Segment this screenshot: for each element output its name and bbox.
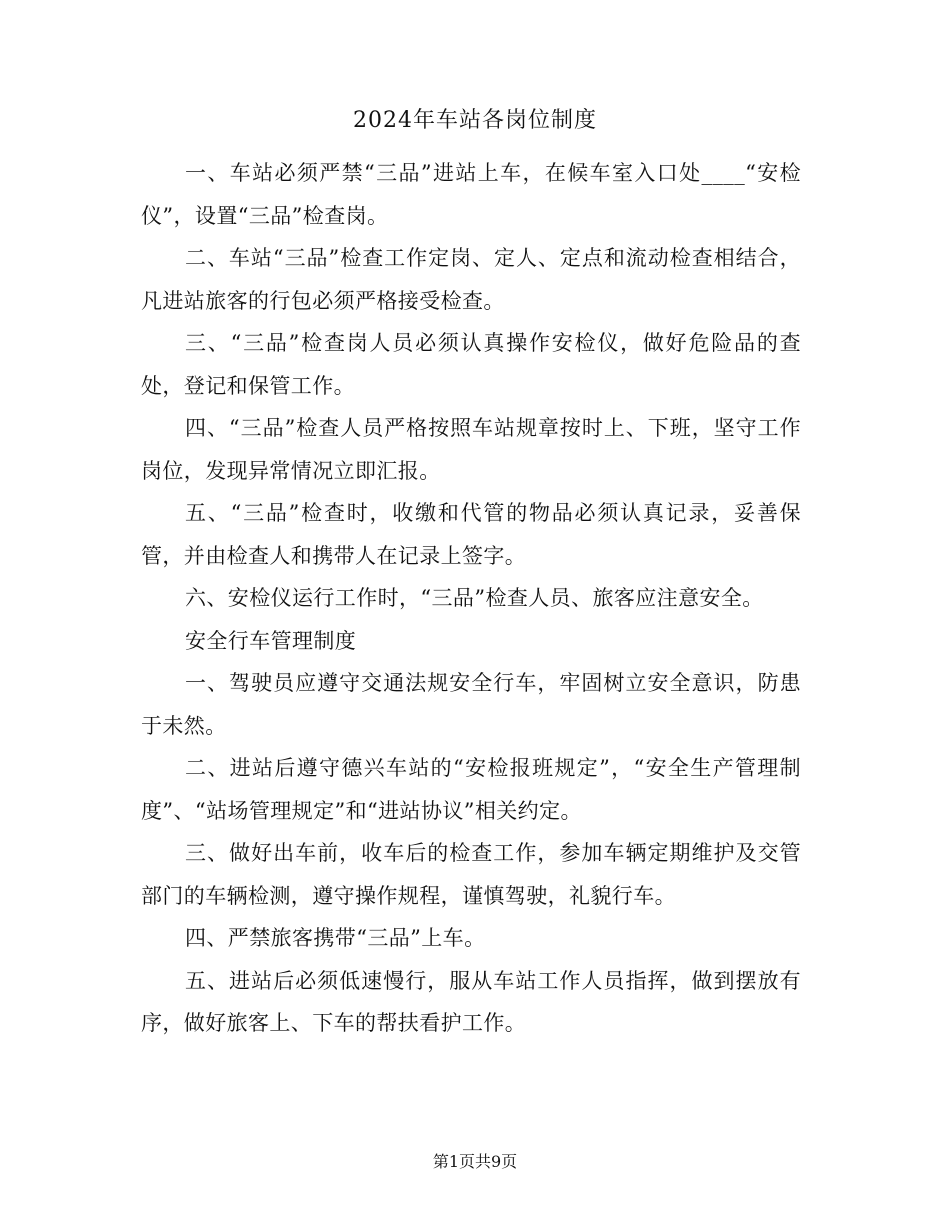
paragraph-4: 四、“三品”检查人员严格按照车站规章按时上、下班，坚守工作岗位，发现异常情况立即汇报。	[141, 416, 801, 483]
paragraph-6: 六、安检仪运行工作时，“三品”检查人员、旅客应注意安全。	[185, 586, 764, 610]
document-body	[141, 152, 801, 1045]
paragraph-1: 一、车站必须严禁“三品”进站上车，在候车室入口处____“安检仪”，设置“三品”检查岗。	[141, 161, 801, 228]
paragraph-11: 五、进站后必须低速慢行，服从车站工作人员指挥，做到摆放有序，做好旅客上、下车的帮扶看护工作。	[141, 968, 801, 1035]
section-heading: 安全行车管理制度	[185, 628, 357, 653]
paragraph-7: 一、驾驶员应遵守交通法规安全行车，牢固树立安全意识，防患于未然。	[141, 671, 801, 738]
paragraph-3: 三、“三品”检查岗人员必须认真操作安检仪，做好危险品的查处，登记和保管工作。	[141, 331, 801, 398]
paragraph-9: 三、做好出车前，收车后的检查工作，参加车辆定期维护及交管部门的车辆检测，遵守操作规程，谨慎驾驶，礼貌行车。	[141, 841, 801, 908]
paragraph-8: 二、进站后遵守德兴车站的“安检报班规定”，“安全生产管理制度”、“站场管理规定”和“进站协议”相关约定。	[141, 756, 801, 823]
page-number-footer: 第1页共9页	[432, 1152, 518, 1171]
paragraph-10: 四、严禁旅客携带“三品”上车。	[185, 926, 486, 950]
paragraph-5: 五、“三品”检查时，收缴和代管的物品必须认真记录，妥善保管，并由检查人和携带人在记录上签字。	[141, 501, 801, 568]
paragraph-2: 二、车站“三品”检查工作定岗、定人、定点和流动检查相结合，凡进站旅客的行包必须严格接受检查。	[141, 246, 801, 313]
document-title: 2024年车站各岗位制度	[353, 108, 597, 133]
